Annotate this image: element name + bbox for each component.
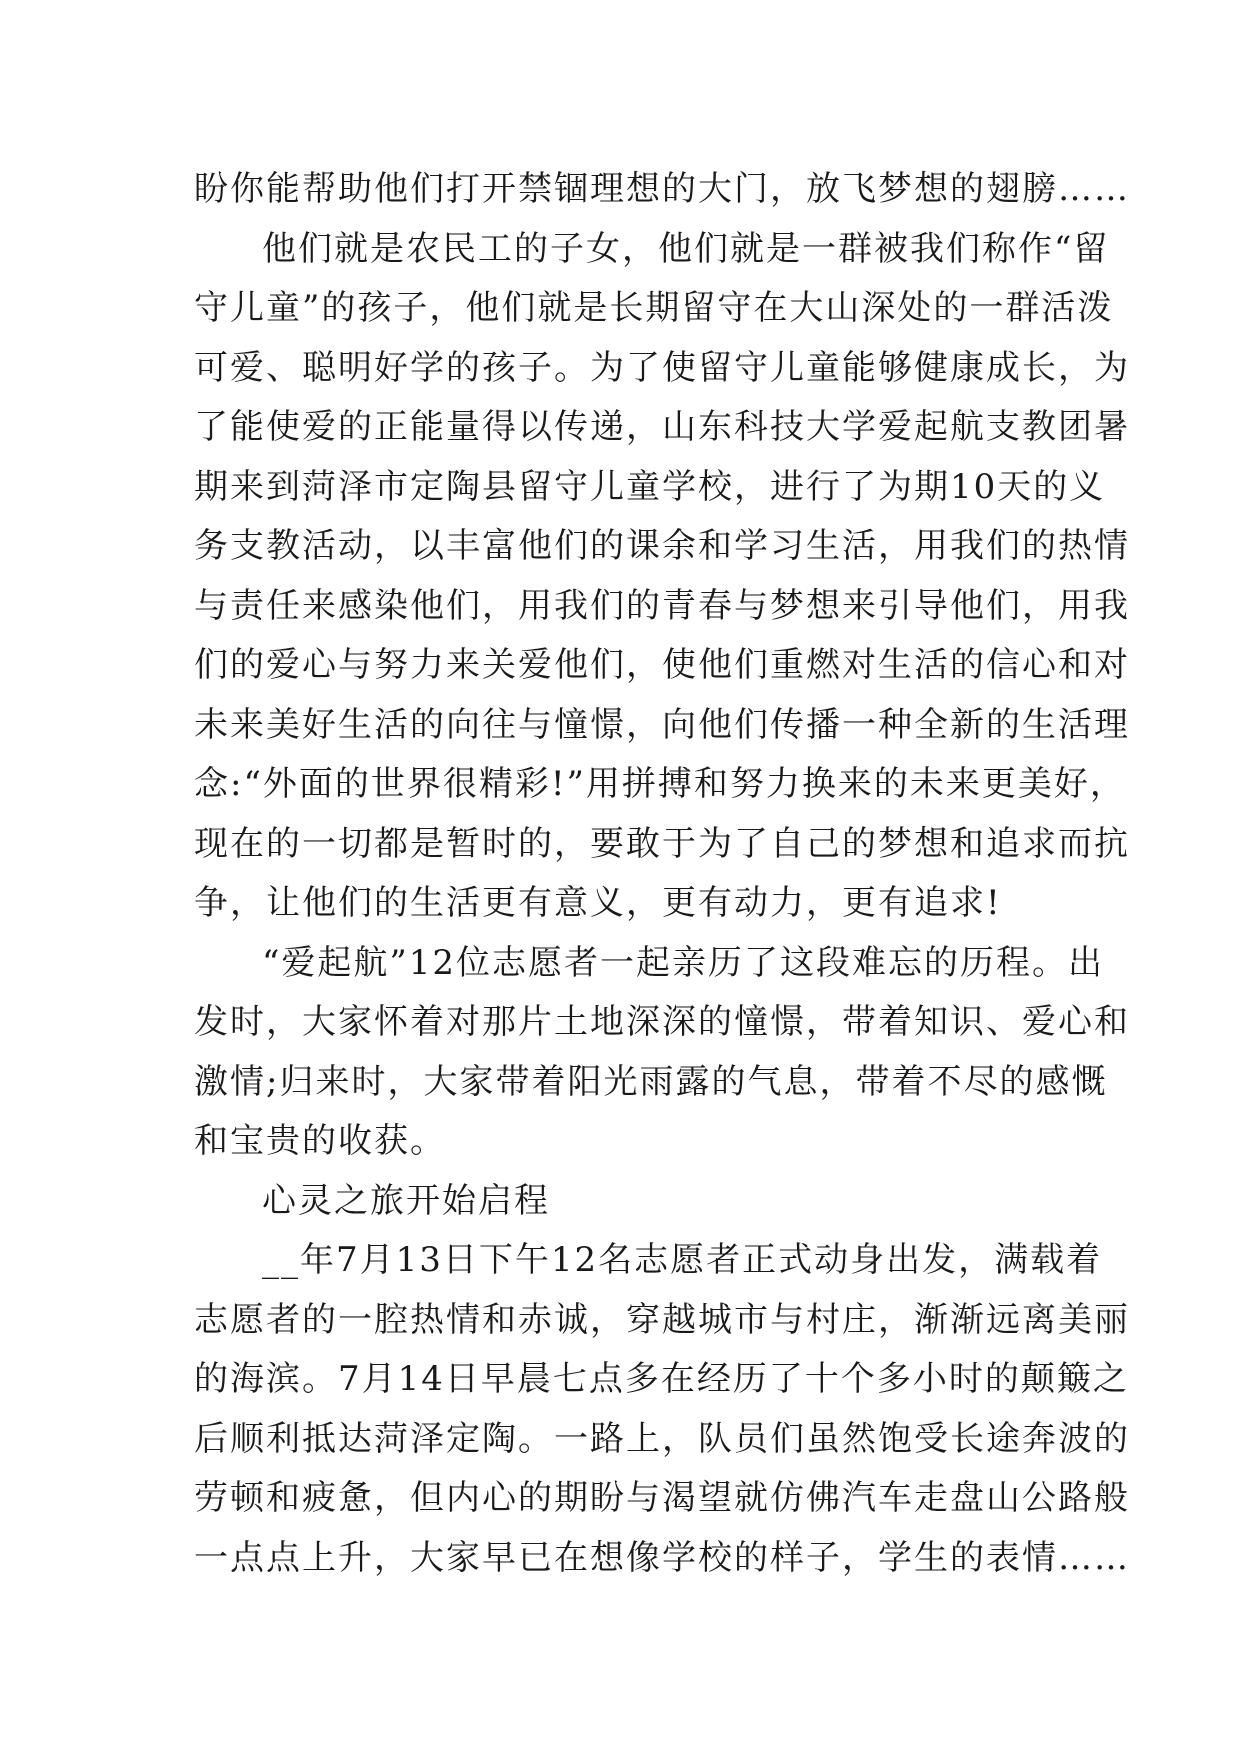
paragraph-first-line: __年7月13日下午12名志愿者正式动身出发，满载着: [262, 1240, 1103, 1280]
text-line: 激情;归来时，大家带着阳光雨露的气息，带着不尽的感慨: [194, 1061, 1108, 1102]
text-line: 志愿者的一腔热情和赤诚，穿越城市与村庄，渐渐远离美丽: [194, 1299, 1130, 1340]
text-line: 发时，大家怀着对那片土地深深的憧憬，带着知识、爱心和: [194, 1002, 1130, 1042]
text-line: 现在的一切都是暂时的，要敢于为了自己的梦想和追求而抗: [194, 823, 1130, 864]
text-line: 未来美好生活的向往与憧憬，向他们传播一种全新的生活理: [194, 704, 1130, 745]
text-line: 劳顿和疲惫，但内心的期盼与渴望就仿佛汽车走盘山公路般: [194, 1478, 1130, 1518]
text-line: 了能使爱的正能量得以传递，山东科技大学爱起航支教团暑: [194, 407, 1130, 447]
paragraph-last-line: 和宝贵的收获。: [194, 1121, 446, 1161]
paragraph-first-line: 他们就是农民工的子女，他们就是一群被我们称作“留: [262, 228, 1110, 269]
section-heading: 心灵之旅开始启程: [262, 1180, 550, 1221]
text-line: 与责任来感染他们，用我们的青春与梦想来引导他们，用我: [194, 585, 1130, 626]
paragraph-last-line: 争，让他们的生活更有意义，更有动力，更有追求!: [194, 883, 1002, 923]
document-page: [194, 160, 1130, 1588]
text-line: 念:“外面的世界很精彩!”用拼搏和努力换来的未来更美好，: [194, 764, 1126, 804]
text-line: 一点点上升，大家早已在想像学校的样子，学生的表情……: [194, 1537, 1130, 1578]
text-line: 期来到菏泽市定陶县留守儿童学校，进行了为期10天的义: [194, 466, 1106, 507]
text-line: 的海滨。7月14日早晨七点多在经历了十个多小时的颠簸之: [194, 1359, 1129, 1399]
text-line: 后顺利抵达菏泽定陶。一路上，队员们虽然饱受长途奔波的: [194, 1418, 1130, 1459]
text-line: 守儿童”的孩子，他们就是长期留守在大山深处的一群活泼: [194, 288, 1114, 328]
text-line: 可爱、聪明好学的孩子。为了使留守儿童能够健康成长，为: [194, 347, 1130, 388]
text-line: 盼你能帮助他们打开禁锢理想的大门，放飞梦想的翅膀……: [194, 169, 1130, 209]
paragraph-first-line: “爱起航”12位志愿者一起亲历了这段难忘的历程。出: [262, 942, 1105, 983]
text-line: 们的爱心与努力来关爱他们，使他们重燃对生活的信心和对: [194, 645, 1130, 685]
text-line: 务支教活动，以丰富他们的课余和学习生活，用我们的热情: [194, 526, 1130, 566]
